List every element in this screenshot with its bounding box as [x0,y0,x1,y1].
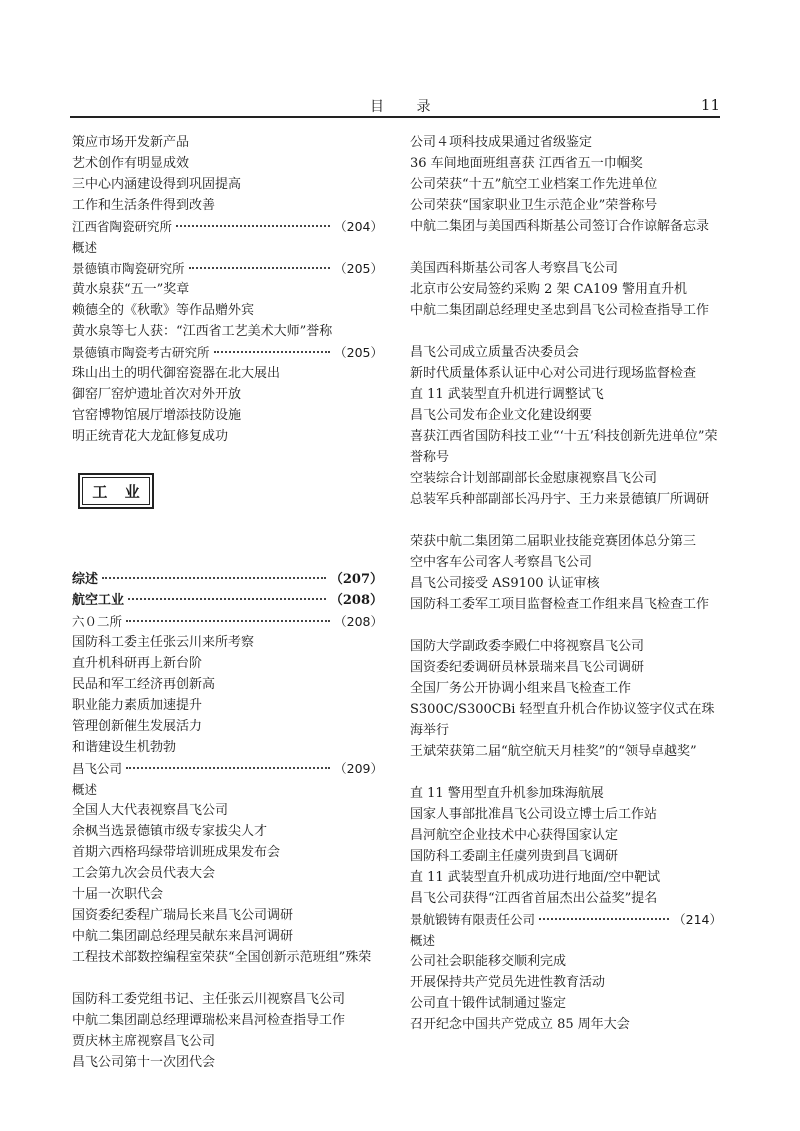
toc-entry-title: 景德镇市陶瓷研究所 [72,261,185,276]
toc-entry[interactable] [72,758,383,779]
toc-item[interactable]: 国防大学副政委李殿仁中将视察昌飞公司 [410,639,645,654]
toc-item[interactable]: 公司荣获“国家职业卫生示范企业”荣誉称号 [410,198,658,213]
toc-item[interactable]: 喜获江西省国防科技工业“‘十五’科技创新先进单位”荣誉称号 [410,429,718,465]
toc-item[interactable]: 昌飞公司接受 AS9100 认证审核 [410,576,600,591]
toc-item[interactable]: 新时代质量体系认证中心对公司进行现场监督检查 [410,366,697,381]
toc-item[interactable]: S300C/S300CBi 轻型直升机合作协议签字仪式在珠海举行 [410,702,715,738]
toc-item[interactable]: 王斌荣获第二届“航空航天月桂奖”的“领导卓越奖” [410,744,697,759]
toc-entry-title: 江西省陶瓷研究所 [72,219,173,234]
toc-entry-title: 昌飞公司 [72,761,123,776]
toc-item[interactable]: 概述 [72,240,98,255]
toc-item[interactable]: 昌飞公司第十一次团代会 [72,1055,216,1070]
toc-entry-title: 航空工业 [72,593,125,608]
toc-item[interactable]: 国防科工委副主任虞列贵到昌飞调研 [410,849,619,864]
toc-item[interactable]: 昌河航空企业技术中心获得国家认定 [410,828,619,843]
toc-item[interactable]: 国家人事部批准昌飞公司设立博士后工作站 [410,807,658,822]
header-title: 目 录 [370,99,445,115]
toc-entry[interactable] [72,590,383,611]
toc-item[interactable]: 直 11 武装型直升机成功进行地面/空中靶试 [410,870,661,885]
toc-item[interactable]: 珠山出土的明代御窑瓷器在北大展出 [72,366,281,381]
toc-entry[interactable] [72,342,383,363]
leader-dots [126,620,330,622]
toc-item[interactable]: 工作和生活条件得到改善 [72,198,216,213]
toc-item[interactable]: 公司荣获“十五”航空工业档案工作先进单位 [410,177,658,192]
toc-item[interactable]: 直 11 武装型直升机进行调整试飞 [410,387,604,402]
toc-item[interactable]: 昌飞公司发布企业文化建设纲要 [410,408,593,423]
toc-item[interactable]: 国防科工委党组书记、主任张云川视察昌飞公司 [72,992,346,1007]
toc-entry[interactable] [72,611,383,632]
toc-right-column [410,132,722,1035]
toc-entry-title: 景航锻铸有限责任公司 [410,912,536,927]
toc-item[interactable]: 昌飞公司成立质量否决委员会 [410,345,580,360]
leader-dots [176,225,330,227]
toc-item[interactable]: 官窑博物馆展厅增添技防设施 [72,408,242,423]
toc-item[interactable]: 策应市场开发新产品 [72,135,190,150]
toc-item[interactable]: 黄水泉等七人获：“江西省工艺美术大师”誉称 [72,324,333,339]
toc-entry[interactable] [72,216,383,237]
toc-item[interactable]: 三中心内涵建设得到巩固提高 [72,177,242,192]
toc-item[interactable]: 概述 [72,782,98,797]
toc-item[interactable]: 公司４项科技成果通过省级鉴定 [410,135,593,150]
toc-entry-page: （205） [334,261,383,276]
toc-item[interactable]: 余枫当选景德镇市级专家拔尖人才 [72,824,268,839]
toc-entry-title: 景德镇市陶瓷考古研究所 [72,345,210,360]
toc-entry-page: （208） [334,614,383,629]
toc-item[interactable]: 艺术创作有明显成效 [72,156,190,171]
leader-dots [128,598,326,600]
toc-item[interactable]: 荣获中航二集团第二届职业技能竞赛团体总分第三 [410,534,697,549]
toc-item[interactable]: 召开纪念中国共产党成立 85 周年大会 [410,1017,630,1032]
toc-item[interactable]: 首期六西格玛绿带培训班成果发布会 [72,845,281,860]
toc-entry-page: （205） [334,345,383,360]
page-header [70,96,720,118]
toc-entry-page: （208） [329,593,383,608]
toc-entry-title: 六０二所 [72,614,123,629]
toc-item[interactable]: 工程技术部数控编程室荣获“全国创新示范班组”殊荣 [72,950,372,965]
toc-item[interactable]: 国资委纪委程广瑞局长来昌飞公司调研 [72,908,294,923]
toc-item[interactable]: 公司社会职能移交顺利完成 [410,954,567,969]
toc-item[interactable]: 中航二集团副总经理史圣忠到昌飞公司检查指导工作 [410,303,710,318]
leader-dots [126,767,330,769]
toc-item[interactable]: 北京市公安局签约采购 2 架 CA109 警用直升机 [410,282,687,297]
toc-item[interactable]: 明正统青花大龙缸修复成功 [72,429,229,444]
toc-item[interactable]: 工会第九次会员代表大会 [72,866,216,881]
toc-item[interactable]: 空中客车公司客人考察昌飞公司 [410,555,593,570]
toc-item[interactable]: 国资委纪委调研员林景瑞来昌飞公司调研 [410,660,645,675]
leader-dots [189,267,331,269]
toc-entry[interactable] [410,909,722,930]
toc-item[interactable]: 概述 [410,933,436,948]
toc-item[interactable]: 十届一次职代会 [72,887,164,902]
toc-item[interactable]: 国防科工委主任张云川来所考察 [72,635,255,650]
toc-item[interactable]: 中航二集团副总经理吴献东来昌河调研 [72,929,294,944]
toc-entry-page: （209） [334,761,383,776]
toc-entry[interactable] [72,569,383,590]
toc-item[interactable]: 御窑厂窑炉遗址首次对外开放 [72,387,242,402]
toc-item[interactable]: 管理创新催生发展活力 [72,719,203,734]
leader-dots [539,918,669,920]
toc-item[interactable]: 美国西科斯基公司客人考察昌飞公司 [410,261,619,276]
leader-dots [102,577,326,579]
toc-entry-page: （214） [673,912,722,927]
toc-item[interactable]: 昌飞公司获得“江西省首届杰出公益奖”提名 [410,891,658,906]
toc-item[interactable]: 直 11 警用型直升机参加珠海航展 [410,786,604,801]
toc-entry[interactable] [72,258,383,279]
toc-entry-page: （204） [334,219,383,234]
toc-item[interactable]: 中航二集团与美国西科斯基公司签订合作谅解备忘录 [410,219,710,234]
page-number: 11 [700,96,720,114]
toc-item[interactable]: 国防科工委军工项目监督检查工作组来昌飞检查工作 [410,597,710,612]
toc-item[interactable]: 黄水泉获“五一”奖章 [72,282,190,297]
toc-item[interactable]: 赖德全的《秋歌》等作品赠外宾 [72,303,255,318]
toc-item[interactable]: 和谐建设生机勃勃 [72,740,177,755]
toc-entry-title: 综述 [72,572,99,587]
toc-item[interactable]: 公司直十锻件试制通过鉴定 [410,996,567,1011]
toc-item[interactable]: 贾庆林主席视察昌飞公司 [72,1034,216,1049]
leader-dots [214,351,331,353]
section-badge-label: 工 业 [82,477,150,505]
toc-item[interactable]: 全国厂务公开协调小组来昌飞检查工作 [410,681,632,696]
toc-item[interactable]: 职业能力素质加速提升 [72,698,203,713]
toc-item[interactable]: 开展保持共产党员先进性教育活动 [410,975,606,990]
toc-item[interactable]: 民品和军工经济再创新高 [72,677,216,692]
toc-item[interactable]: 直升机科研再上新台阶 [72,656,203,671]
toc-entry-page: （207） [329,572,383,587]
toc-item[interactable]: 总装军兵种部副部长冯丹宇、王力来景德镇厂所调研 [410,492,710,507]
toc-left-column [72,132,383,1073]
section-badge [78,473,154,509]
toc-item[interactable]: 全国人大代表视察昌飞公司 [72,803,229,818]
toc-item[interactable]: 空装综合计划部副部长金慰康视察昌飞公司 [410,471,658,486]
toc-item[interactable]: 中航二集团副总经理谭瑞松来昌河检查指导工作 [72,1013,346,1028]
toc-item[interactable]: 36 车间地面班组喜获 江西省五一巾帼奖 [410,156,643,171]
